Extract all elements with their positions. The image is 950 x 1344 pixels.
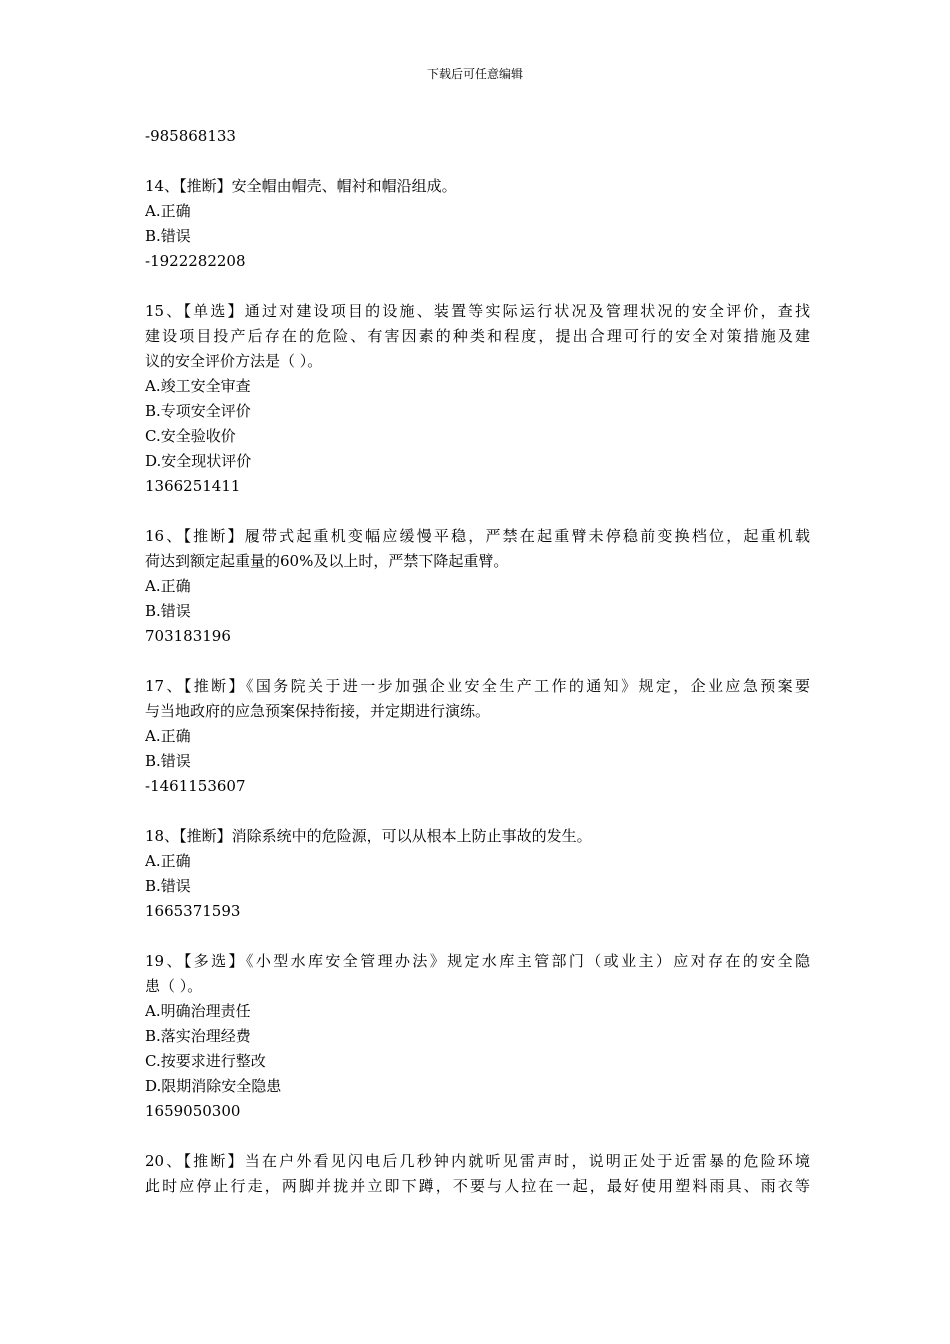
question-text: 此时应停止行走，两脚并拢并立即下蹲，不要与人拉在一起，最好使用塑料雨具、雨衣等: [145, 1177, 810, 1195]
option: B.错误: [145, 602, 191, 620]
spacer: [145, 799, 810, 824]
spacer: [145, 649, 810, 674]
option: A.明确治理责任: [145, 1002, 251, 1020]
option: A.正确: [145, 577, 191, 595]
question-text: 荷达到额定起重量的60%及以上时，严禁下降起重臂。: [145, 552, 509, 570]
option: C.安全验收价: [145, 427, 236, 445]
answer-code: 1366251411: [145, 477, 241, 495]
question-text: 18、【推断】消除系统中的危险源，可以从根本上防止事故的发生。: [145, 827, 592, 845]
answer-code: 1665371593: [145, 902, 241, 920]
question-block: [145, 824, 810, 924]
option: B.落实治理经费: [145, 1027, 251, 1045]
page-header: 下载后可任意编辑: [426, 67, 523, 81]
option: A.正确: [145, 202, 191, 220]
question-text: 与当地政府的应急预案保持衔接，并定期进行演练。: [145, 702, 491, 720]
question-text: 14、【推断】安全帽由帽壳、帽衬和帽沿组成。: [145, 177, 457, 195]
option: B.错误: [145, 752, 191, 770]
question-text: 19、【多选】《小型水库安全管理办法》规定水库主管部门（或业主）应对存在的安全隐: [145, 952, 810, 970]
question-text: 患（ ）。: [145, 977, 203, 995]
answer-code: 1659050300: [145, 1102, 241, 1120]
question-block: [145, 1149, 810, 1199]
spacer: [145, 274, 810, 299]
question-block: [145, 524, 810, 649]
question-block: [145, 174, 810, 274]
question-text: 建设项目投产后存在的危险、有害因素的种类和程度，提出合理可行的安全对策措施及建: [145, 327, 810, 345]
option: A.正确: [145, 727, 191, 745]
spacer: [145, 924, 810, 949]
question-text: 17、【推断】《国务院关于进一步加强企业安全生产工作的通知》规定，企业应急预案要: [145, 677, 810, 695]
option: C.按要求进行整改: [145, 1052, 266, 1070]
spacer: [145, 499, 810, 524]
answer-code: -1922282208: [145, 252, 246, 270]
spacer: [145, 1124, 810, 1149]
question-block: [145, 949, 810, 1124]
document-body: [145, 124, 810, 1199]
answer-code: -985868133: [145, 127, 236, 145]
question-block: [145, 674, 810, 799]
option: A.竣工安全审查: [145, 377, 251, 395]
option: A.正确: [145, 852, 191, 870]
question-text: 20、【推断】当在户外看见闪电后几秒钟内就听见雷声时，说明正处于近雷暴的危险环境: [145, 1152, 810, 1170]
option: D.限期消除安全隐患: [145, 1077, 282, 1095]
option: B.错误: [145, 227, 191, 245]
spacer: [145, 149, 810, 174]
question-text: 议的安全评价方法是（ ）。: [145, 352, 323, 370]
option: B.错误: [145, 877, 191, 895]
option: B.专项安全评价: [145, 402, 251, 420]
question-block: [145, 299, 810, 499]
answer-code: -1461153607: [145, 777, 246, 795]
question-text: 16、【推断】履带式起重机变幅应缓慢平稳，严禁在起重臂未停稳前变换档位，起重机载: [145, 527, 810, 545]
option: D.安全现状评价: [145, 452, 252, 470]
question-text: 15、【单选】通过对建设项目的设施、装置等实际运行状况及管理状况的安全评价，查找: [145, 302, 810, 320]
answer-code: 703183196: [145, 627, 231, 645]
